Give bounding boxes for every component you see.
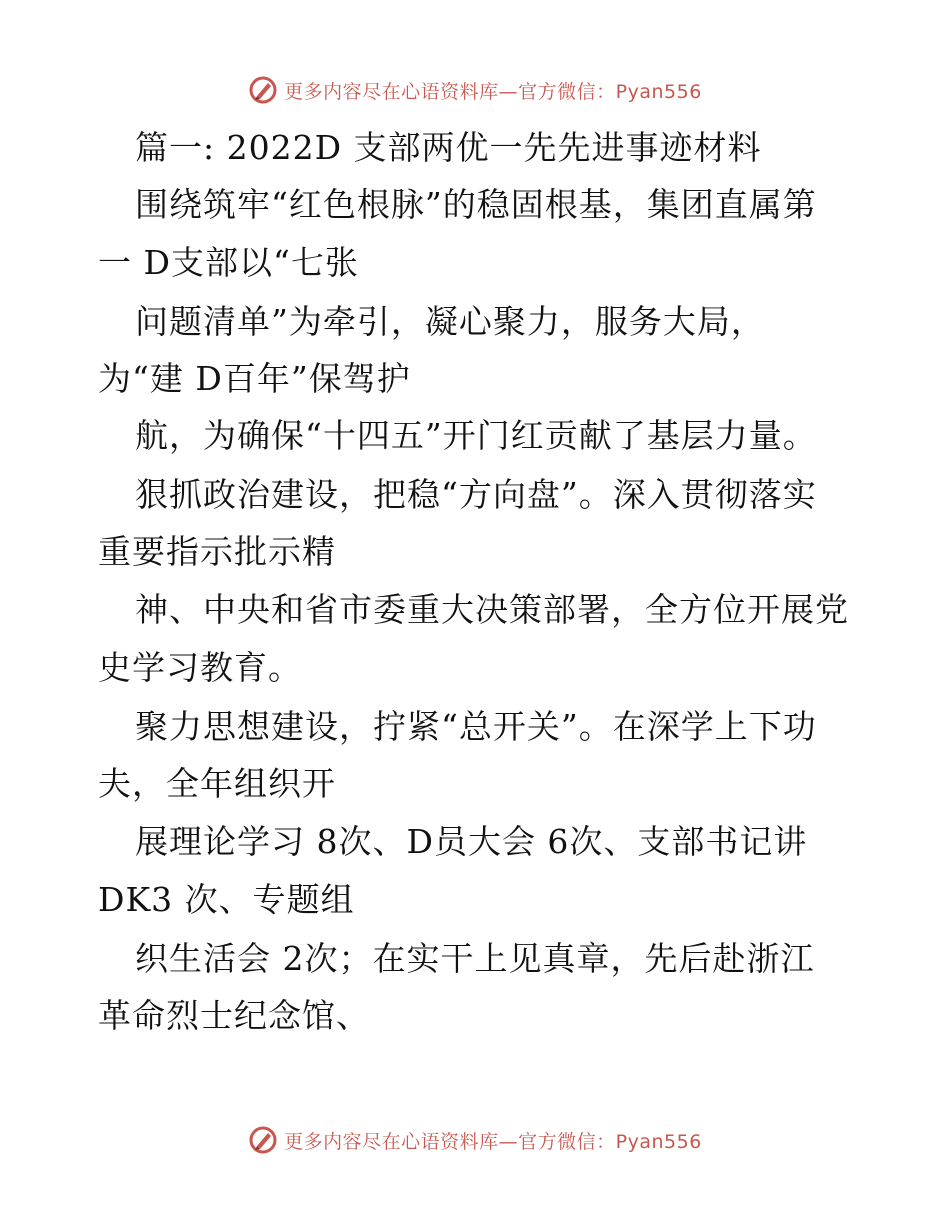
text-line: 展理论学习 8次、D员大会 6次、支部书记讲	[135, 822, 808, 861]
text-line: 问题清单”为牵引，凝心聚力，服务大局，	[135, 302, 765, 341]
text-line: 围绕筑牢“红色根脉”的稳固根基，集团直属第	[135, 185, 817, 224]
text-line: 一 D支部以“七张	[98, 243, 359, 282]
text-line: 重要指示批示精	[98, 532, 336, 571]
watermark-text: 更多内容尽在心语资料库—官方微信：Pyan556	[284, 80, 702, 103]
header-watermark	[0, 70, 950, 110]
watermark-text: 更多内容尽在心语资料库—官方微信：Pyan556	[284, 1130, 702, 1153]
text-line: 航，为确保“十四五”开门红贡献了基层力量。	[135, 416, 817, 455]
text-line: 狠抓政治建设，把稳“方向盘”。深入贯彻落实	[135, 475, 817, 514]
text-line: 史学习教育。	[98, 648, 302, 687]
footer-watermark	[0, 1120, 950, 1160]
text-line: DK3 次、专题组	[98, 880, 355, 919]
text-line: 革命烈士纪念馆、	[98, 996, 370, 1035]
pen-logo-icon	[248, 1125, 278, 1155]
text-line: 神、中央和省市委重大决策部署，全方位开展党	[135, 590, 849, 629]
text-line: 为“建 D百年”保驾护	[98, 359, 411, 398]
text-line: 织生活会 2次；在实干上见真章，先后赴浙江	[135, 939, 815, 978]
document-title: 篇一: 2022D 支部两优一先先进事迹材料	[135, 128, 762, 167]
pen-logo-icon	[248, 75, 278, 105]
text-line: 聚力思想建设，拧紧“总开关”。在深学上下功	[135, 707, 817, 746]
text-line: 夫，全年组织开	[98, 764, 336, 803]
